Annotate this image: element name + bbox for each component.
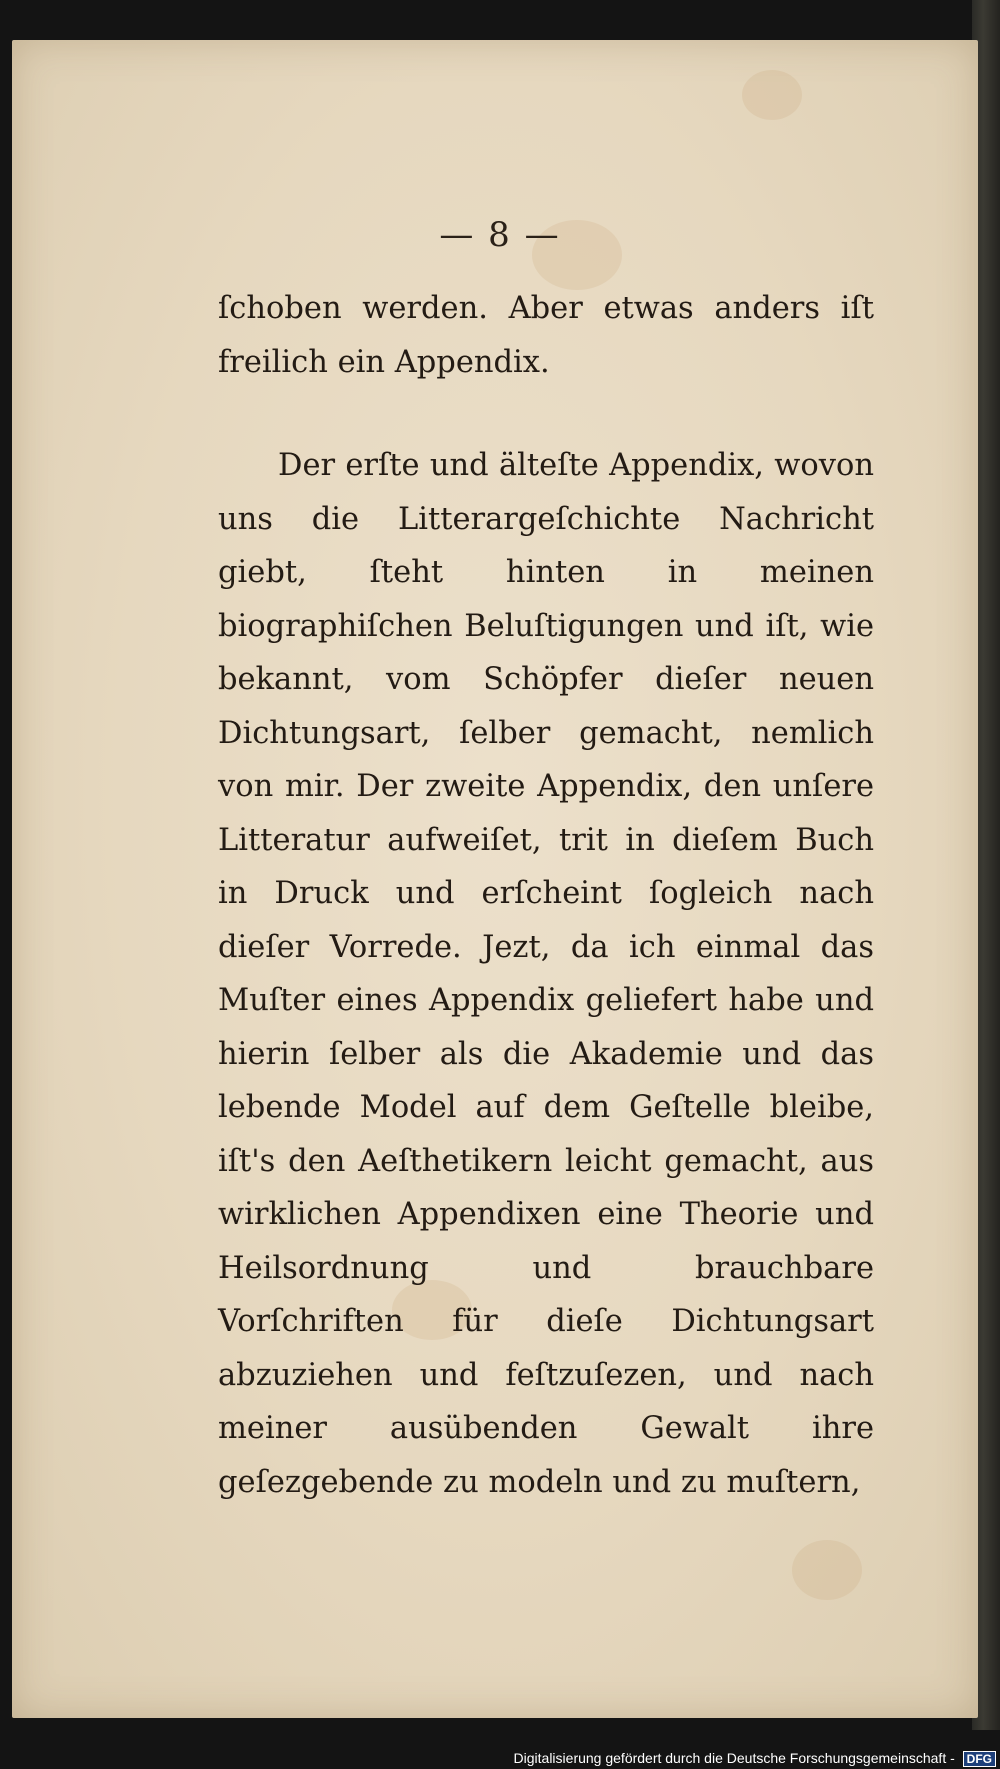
body-text bbox=[218, 282, 874, 1509]
page-number: — 8 — bbox=[439, 215, 561, 255]
digitization-credit: Digitalisierung gefördert durch die Deutsche Forschungsgemeinschaft - bbox=[513, 1749, 955, 1766]
digitization-footer bbox=[0, 1750, 996, 1767]
paper-stain bbox=[792, 1540, 862, 1600]
paragraph-appendix: Der erſte und älteſte Appendix, wovon uns die Litterargeſchichte Nachricht giebt, ſteht hinten in meinen biographiſchen Beluſtigungen und iſt, wie bekannt, vom Schöpfer dieſer neuen Dichtungsart, ſelber gemacht, nemlich von mir. Der zweite Appendix, den unſere Litteratur aufweiſet, trit in dieſem Buch in Druck und erſcheint ſogleich nach dieſer Vorrede. Jezt, da ich einmal das Muſter eines Appendix geliefert habe und hierin ſelber als die Akademie und das lebende Model auf dem Geſtelle bleibe, iſt's den Aeſthetikern leicht gemacht, aus wirklichen Appendixen eine Theorie und Heilsordnung und brauchbare Vorſchriften für dieſe Dichtungsart abzuziehen und feſtzuſezen, und nach meiner ausübenden Gewalt ihre geſezgebende zu modeln und zu muſtern, bbox=[218, 448, 874, 1500]
paper-stain bbox=[742, 70, 802, 120]
paragraph-continuation: ſchoben werden. Aber etwas anders iſt freilich ein Appendix. bbox=[218, 291, 874, 380]
dfg-logo: DFG bbox=[963, 1751, 996, 1767]
